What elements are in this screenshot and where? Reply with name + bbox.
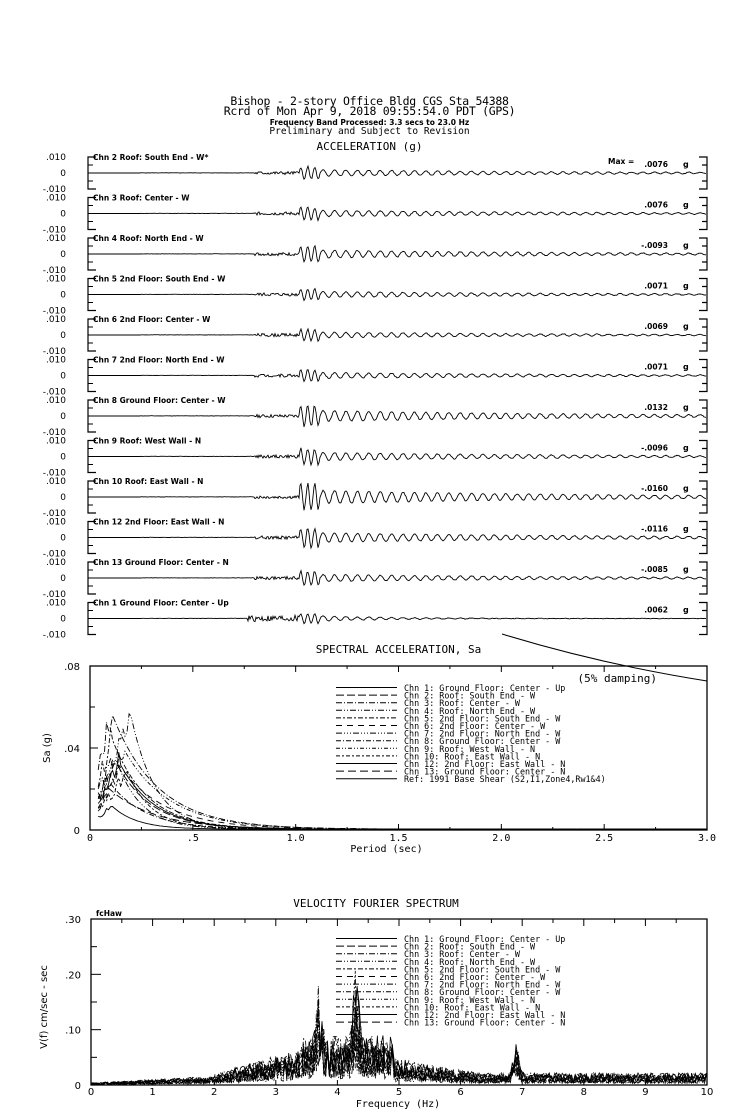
waveform	[88, 614, 706, 624]
max-value: .0076	[644, 160, 668, 169]
channel-label: Chn 6 2nd Floor: Center - W	[93, 315, 211, 324]
tick-label-top: .010	[45, 153, 66, 163]
channel-label: Chn 1 Ground Floor: Center - Up	[93, 598, 229, 608]
tick-label-bottom: -.010	[42, 306, 66, 317]
max-value: -.0160	[641, 484, 668, 493]
acceleration-trace-6	[43, 356, 707, 398]
unit-label: g	[683, 322, 689, 331]
legend-entry: Chn 10: Roof: East Wall - N	[404, 1002, 541, 1013]
tick-label-top: .010	[45, 274, 66, 285]
x-tick-label: 1.5	[389, 833, 408, 844]
x-tick-label: 0	[87, 1087, 95, 1098]
channel-label: Chn 8 Ground Floor: Center - W	[93, 396, 226, 405]
y-tick-label: 0	[74, 1081, 81, 1092]
corner-label: fcHaw	[96, 909, 122, 918]
y-tick-label: .04	[64, 744, 80, 755]
velocity-fourier-chart	[39, 897, 713, 1110]
legend-entry: Chn 12: 2nd Floor: East Wall - N	[404, 759, 566, 769]
legend-entry: Chn 1: Ground Floor: Center - Up	[404, 683, 566, 693]
record-title: Bishop - 2-story Office Bldg CGS Sta 54388	[230, 94, 509, 108]
acceleration-trace-1	[43, 153, 707, 195]
channel-label: Chn 3 Roof: Center - W	[93, 193, 190, 203]
tick-label-bottom: -.010	[42, 468, 66, 479]
record-date: Rcrd of Mon Apr 9, 2018 09:55:54.0 PDT (GPS)	[223, 104, 516, 118]
tick-label-top: .010	[45, 558, 66, 568]
sa-curve-chn-6	[98, 765, 707, 829]
tick-label-zero: 0	[60, 452, 66, 463]
x-tick-label: 6	[457, 1087, 464, 1098]
max-value: .0069	[644, 322, 668, 331]
channel-label: Chn 2 Roof: South End - W*	[93, 153, 209, 162]
channel-label: Chn 7 2nd Floor: North End - W	[93, 355, 225, 365]
acceleration-panel	[43, 153, 707, 641]
x-tick-label: 2	[211, 1087, 218, 1098]
legend-entry: Chn 9: Roof: West Wall - N	[404, 743, 536, 754]
max-value: -.0085	[641, 565, 668, 574]
tick-label-bottom: -.010	[42, 630, 66, 641]
acceleration-trace-5	[43, 315, 707, 357]
waveform	[88, 370, 706, 382]
acceleration-trace-12	[43, 599, 707, 641]
unit-label: g	[683, 362, 689, 372]
y-tick-label: .08	[64, 662, 80, 673]
acceleration-trace-11	[43, 558, 707, 600]
x-tick-label: 3	[272, 1087, 279, 1098]
tick-label-bottom: -.010	[42, 225, 66, 236]
tick-label-top: .010	[45, 234, 66, 244]
sa-curve-chn-4	[98, 714, 707, 829]
tick-label-top: .010	[45, 436, 66, 447]
sa-curve-chn-2	[98, 764, 707, 830]
acceleration-trace-8	[43, 437, 707, 479]
sa-curve-chn-8	[98, 778, 707, 829]
tick-label-top: .010	[45, 598, 66, 609]
y-axis-label: Sa (g)	[42, 733, 53, 763]
channel-label: Chn 10 Roof: East Wall - N	[93, 477, 204, 486]
unit-label: g	[683, 484, 689, 493]
unit-label: g	[683, 443, 689, 453]
legend-entry: Chn 4: Roof: North End - W	[404, 705, 536, 716]
preliminary-note: Preliminary and Subject to Revision	[269, 126, 470, 137]
tick-label-top: .010	[45, 193, 66, 204]
damping-annotation: (5% damping)	[577, 672, 657, 685]
x-axis-label: Period (sec)	[350, 844, 423, 855]
acceleration-trace-10	[43, 518, 707, 560]
acceleration-trace-3	[43, 234, 707, 276]
waveform	[88, 166, 706, 179]
acceleration-trace-9	[43, 477, 707, 519]
unit-label: g	[683, 241, 689, 250]
x-tick-label: 2.5	[595, 833, 614, 844]
acceleration-title: ACCELERATION (g)	[316, 140, 423, 153]
tick-label-zero: 0	[60, 250, 66, 260]
acceleration-trace-2	[43, 194, 707, 236]
max-value: -.0116	[641, 524, 668, 534]
legend-entry: Chn 10: Roof: East Wall - N	[404, 751, 541, 762]
sa-curve-chn-3	[98, 716, 707, 830]
legend-entry: Chn 2: Roof: South End - W	[404, 941, 536, 952]
y-tick-label: .20	[65, 970, 81, 982]
tick-label-top: .010	[45, 355, 66, 366]
legend-entry: Chn 8: Ground Floor: Center - W	[404, 987, 561, 998]
y-axis-label: V(f) cm/sec - sec	[39, 965, 50, 1049]
tick-label-zero: 0	[60, 614, 66, 625]
waveform	[88, 406, 706, 427]
unit-label: g	[683, 200, 689, 210]
max-value: .0062	[644, 605, 668, 615]
legend-entry: Chn 6: 2nd Floor: Center - W	[404, 721, 546, 731]
max-value: .0071	[644, 281, 668, 291]
channel-label: Chn 4 Roof: North End - W	[93, 234, 204, 243]
x-tick-label: 4	[334, 1087, 341, 1098]
unit-label: g	[683, 160, 689, 169]
x-tick-label: 5	[395, 1087, 403, 1098]
waveform	[88, 571, 706, 585]
legend-entry: Chn 9: Roof: West Wall - N	[404, 994, 536, 1005]
fourier-curve-3	[91, 986, 706, 1085]
tick-label-zero: 0	[60, 574, 66, 584]
sa-curve-chn-5	[98, 728, 707, 829]
y-tick-label: .10	[65, 1025, 81, 1037]
y-tick-label: .30	[65, 915, 81, 926]
sa-curve-chn-1	[98, 807, 707, 830]
tick-label-zero: 0	[60, 290, 66, 301]
x-tick-label: 7	[519, 1087, 526, 1098]
tick-label-top: .010	[45, 396, 66, 406]
x-tick-label: 9	[642, 1087, 649, 1098]
frequency-band: Frequency Band Processed: 3.3 secs to 23.0 Hz	[269, 118, 470, 127]
tick-label-bottom: -.010	[42, 509, 66, 519]
waveform	[88, 207, 706, 220]
sa-curve-chn-12	[98, 752, 707, 829]
waveform	[88, 289, 706, 301]
x-tick-label: 8	[580, 1087, 587, 1098]
legend-entry: Chn 2: Roof: South End - W	[404, 690, 536, 701]
x-tick-label: 1	[149, 1087, 156, 1098]
tick-label-bottom: -.010	[42, 387, 66, 398]
tick-label-zero: 0	[60, 533, 66, 544]
chart-title: VELOCITY FOURIER SPECTRUM	[293, 897, 459, 910]
legend-entry: Chn 5: 2nd Floor: South End - W	[404, 713, 561, 724]
legend-entry: Chn 7: 2nd Floor: North End - W	[404, 728, 561, 739]
acceleration-trace-4	[43, 275, 707, 317]
legend-entry: Chn 12: 2nd Floor: East Wall - N	[404, 1010, 566, 1020]
legend-entry: Chn 1: Ground Floor: Center - Up	[404, 934, 566, 944]
x-tick-label: 1.0	[286, 833, 305, 844]
channel-label: Chn 13 Ground Floor: Center - N	[93, 558, 229, 567]
channel-label: Chn 5 2nd Floor: South End - W	[93, 274, 226, 284]
waveform	[88, 329, 706, 341]
legend-entry: Ref: 1991 Base Shear (S2,I1,Zone4,Rw1&4)	[404, 774, 606, 785]
tick-label-bottom: -.010	[42, 185, 66, 195]
unit-label: g	[683, 281, 689, 291]
waveform	[88, 448, 706, 465]
legend-entry: Chn 8: Ground Floor: Center - W	[404, 736, 561, 747]
max-value: .0071	[644, 362, 668, 372]
legend-entry: Chn 3: Roof: Center - W	[404, 949, 520, 960]
chart-title: SPECTRAL ACCELERATION, Sa	[315, 643, 482, 656]
tick-label-top: .010	[45, 517, 66, 528]
legend-entry: Chn 5: 2nd Floor: South End - W	[404, 964, 561, 975]
tick-label-bottom: -.010	[42, 428, 66, 438]
tick-label-bottom: -.010	[42, 590, 66, 600]
max-value: .0132	[644, 403, 668, 412]
x-axis-label: Frequency (Hz)	[355, 1099, 441, 1110]
tick-label-zero: 0	[60, 169, 66, 179]
x-tick-label: 2.0	[492, 833, 511, 844]
tick-label-bottom: -.010	[42, 549, 66, 560]
unit-label: g	[683, 605, 689, 615]
fourier-curve-5	[91, 971, 706, 1085]
y-tick-label: 0	[73, 826, 80, 837]
channel-label: Chn 9 Roof: West Wall - N	[93, 436, 202, 446]
tick-label-zero: 0	[60, 371, 66, 382]
tick-label-zero: 0	[60, 209, 66, 220]
tick-label-bottom: -.010	[42, 347, 66, 357]
waveform	[88, 246, 706, 262]
legend-entry: Chn 6: 2nd Floor: Center - W	[404, 972, 546, 982]
unit-label: g	[683, 565, 689, 574]
legend-entry: Chn 13: Ground Floor: Center - N	[404, 1017, 566, 1028]
legend-entry: Chn 13: Ground Floor: Center - N	[404, 766, 566, 777]
tick-label-top: .010	[45, 477, 66, 487]
spectral-acceleration-chart	[42, 634, 716, 855]
x-tick-label: 3.0	[697, 833, 717, 844]
fourier-curve-11	[91, 987, 706, 1084]
legend-entry: Chn 7: 2nd Floor: North End - W	[404, 979, 561, 990]
acceleration-trace-7	[43, 396, 707, 438]
tick-label-zero: 0	[60, 331, 66, 341]
max-label: Max =	[608, 157, 635, 166]
tick-label-bottom: -.010	[42, 266, 66, 276]
unit-label: g	[683, 524, 689, 534]
channel-label: Chn 12 2nd Floor: East Wall - N	[93, 517, 225, 527]
unit-label: g	[683, 403, 689, 412]
tick-label-top: .010	[45, 315, 66, 325]
tick-label-zero: 0	[60, 493, 66, 503]
legend-entry: Chn 4: Roof: North End - W	[404, 956, 536, 967]
plot-frame	[91, 919, 707, 1085]
sa-curve-chn-9	[98, 751, 707, 829]
x-tick-label: 10	[700, 1087, 714, 1098]
tick-label-zero: 0	[60, 412, 66, 422]
x-tick-label: 0	[86, 833, 94, 844]
waveform	[88, 483, 706, 510]
fourier-curve-1	[91, 986, 706, 1085]
fourier-curve-9	[91, 1025, 706, 1084]
max-value: .0076	[644, 200, 668, 210]
x-tick-label: .5	[186, 833, 199, 844]
waveform	[88, 529, 706, 548]
max-value: -.0093	[641, 241, 668, 250]
legend-entry: Chn 3: Roof: Center - W	[404, 698, 520, 709]
max-value: -.0096	[641, 443, 668, 453]
